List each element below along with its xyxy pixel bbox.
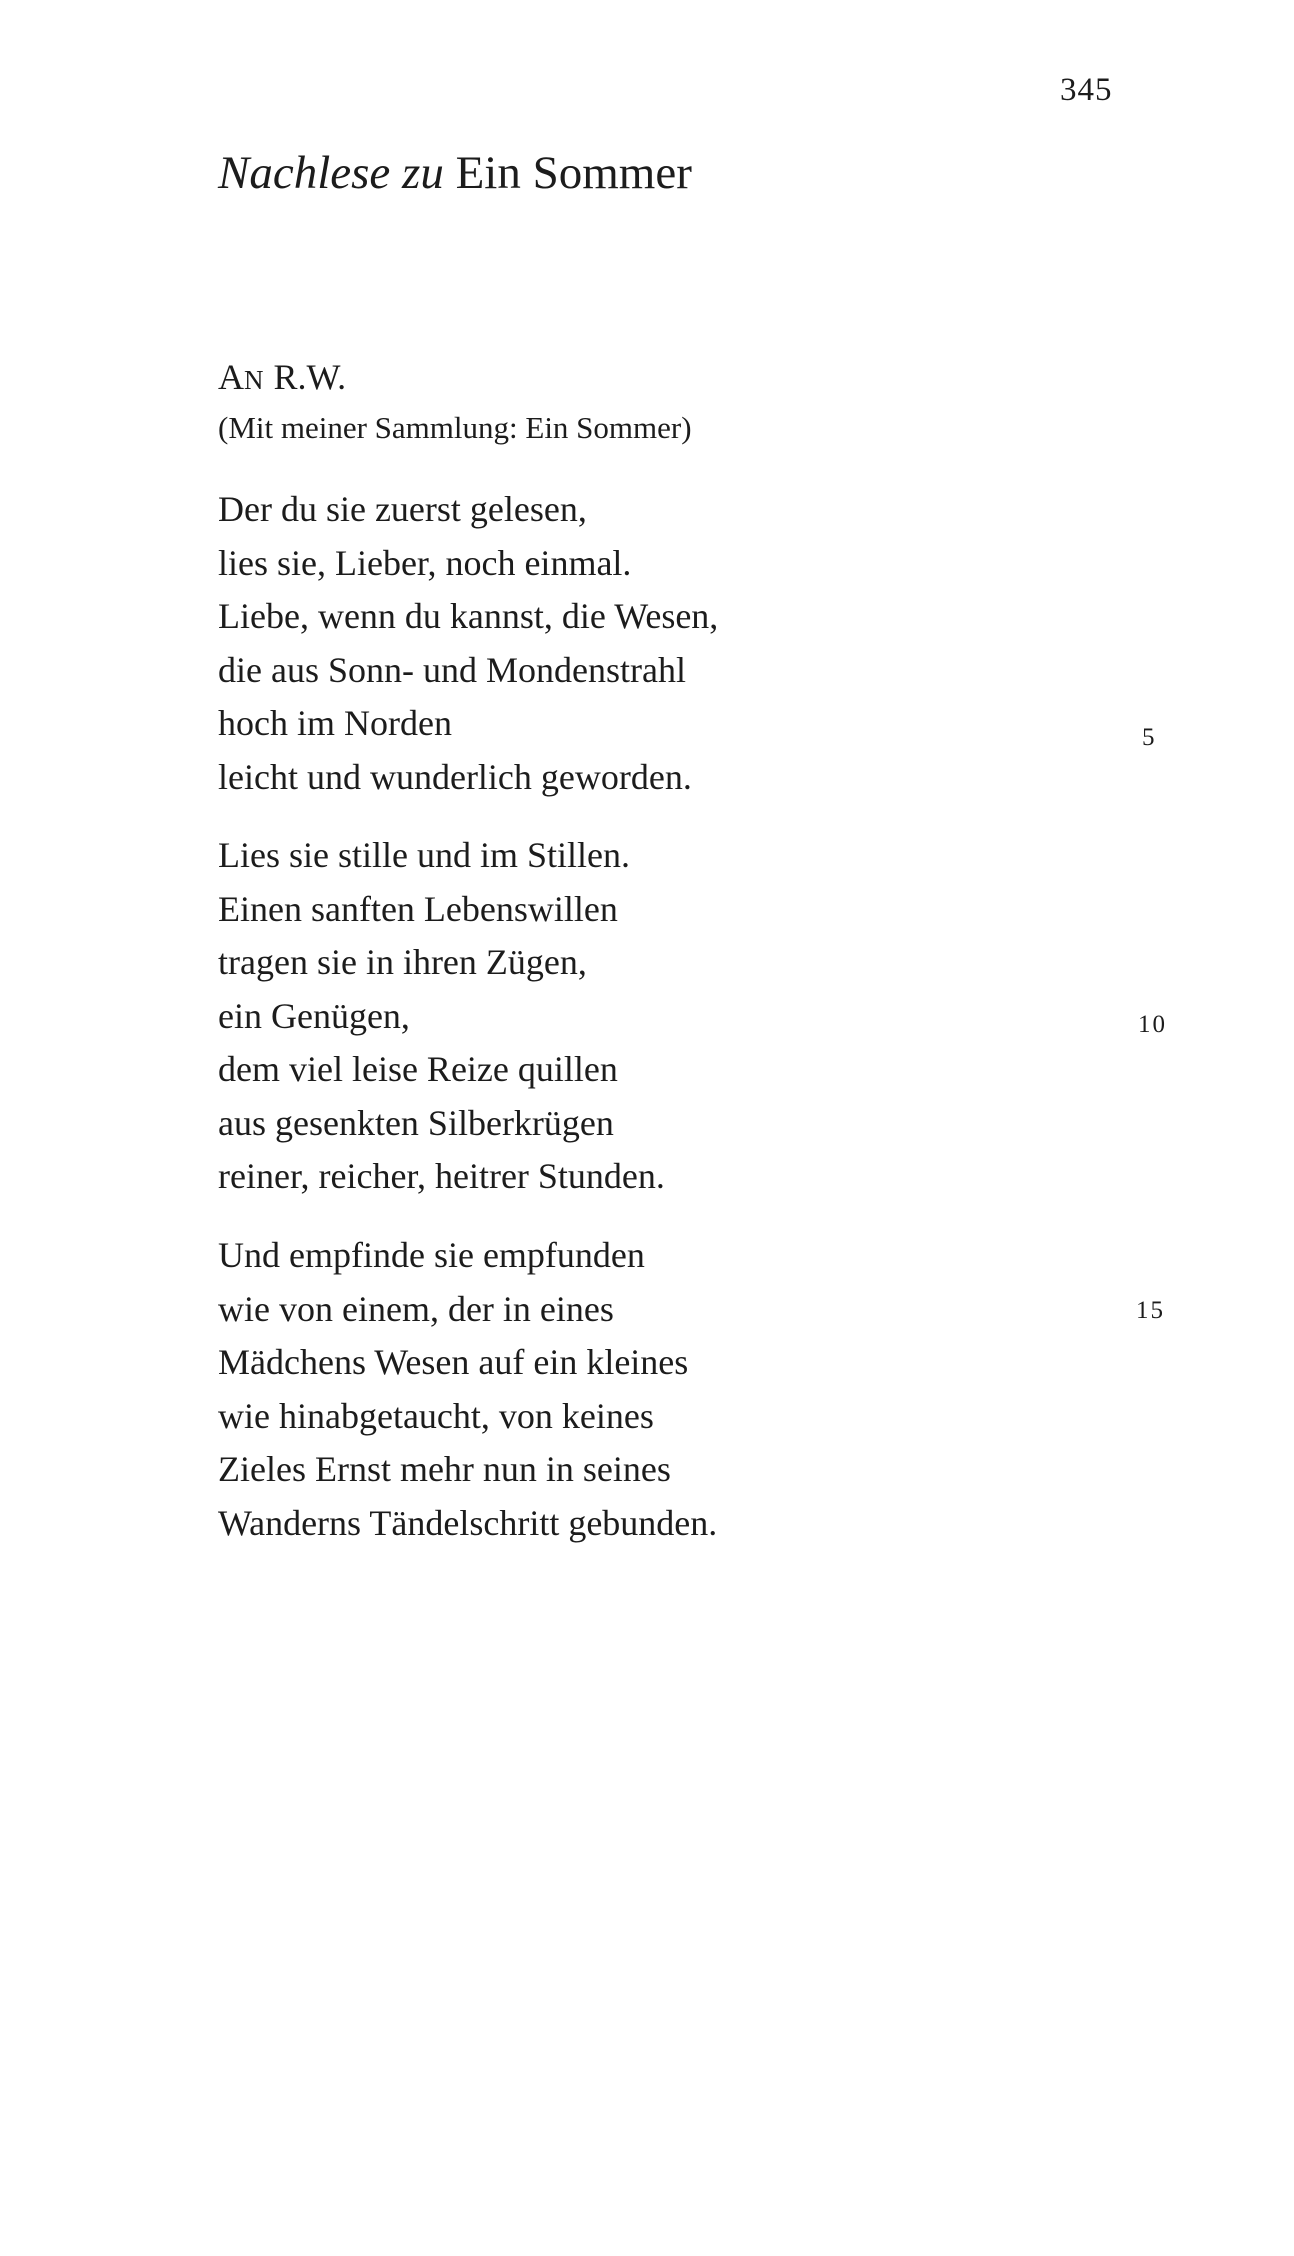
section-title	[218, 146, 692, 200]
verse-line: lies sie, Lieber, noch einmal.	[218, 542, 632, 583]
poem-dedication: (Mit meiner Sammlung: Ein Sommer)	[218, 410, 692, 445]
line-number-15: 15	[1136, 1297, 1165, 1324]
verse-line: hoch im Norden	[218, 703, 452, 743]
verse-line: reiner, reicher, heitrer Stunden.	[218, 1156, 665, 1196]
line-number-5: 5	[1142, 724, 1157, 751]
poem-title-smallcaps: N	[244, 365, 265, 395]
poem-title	[218, 356, 346, 398]
verse-line: Einen sanften Lebenswillen	[218, 888, 618, 929]
stanza-2	[218, 829, 665, 1204]
poem-title-initial: A	[218, 357, 244, 397]
verse-line: wie von einem, der in eines	[218, 1288, 614, 1329]
verse-line: dem viel leise Reize quillen	[218, 1049, 618, 1089]
section-title-italic: Nachlese zu	[218, 147, 444, 199]
verse-line: Liebe, wenn du kannst, die Wesen,	[218, 596, 719, 636]
verse-line: tragen sie in ihren Zügen,	[218, 942, 587, 982]
stanza-1	[218, 483, 718, 804]
verse-line: Mädchens Wesen auf ein kleines	[218, 1342, 689, 1382]
verse-line: wie hinabgetaucht, von keines	[218, 1395, 654, 1436]
poem-title-rest: R.W.	[273, 357, 347, 397]
verse-line: aus gesenkten Silberkrügen	[218, 1102, 614, 1143]
stanza-3	[218, 1229, 717, 1550]
verse-line: die aus Sonn- und Mondenstrahl	[218, 649, 686, 690]
verse-line: Und empfinde sie empfunden	[218, 1235, 645, 1275]
verse-line: Wanderns Tändelschritt gebunden.	[218, 1502, 718, 1543]
verse-line: Zieles Ernst mehr nun in seines	[218, 1449, 671, 1489]
verse-line: Der du sie zuerst gelesen,	[218, 489, 587, 529]
page-number: 345	[1060, 72, 1113, 108]
verse-line: leicht und wunderlich geworden.	[218, 756, 692, 797]
verse-line: Lies sie stille und im Stillen.	[218, 835, 630, 875]
line-number-10: 10	[1138, 1011, 1167, 1038]
section-title-roman: Ein Sommer	[455, 147, 692, 199]
verse-line: ein Genügen,	[218, 995, 410, 1036]
